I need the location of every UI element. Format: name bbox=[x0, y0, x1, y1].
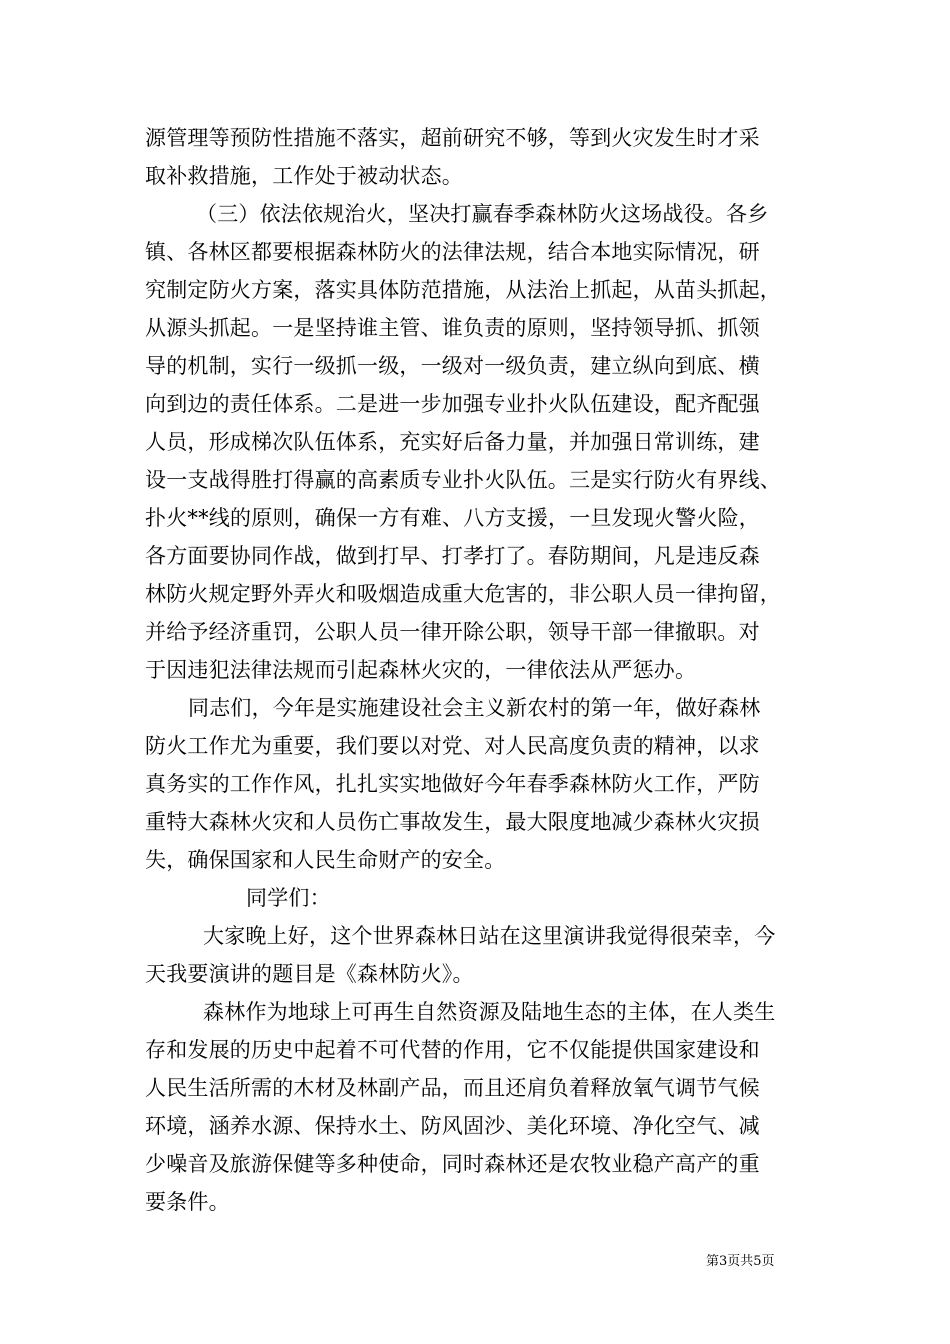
body-text-line: 扑火**线的原则，确保一方有难、八方支援，一旦发现火警火险， bbox=[145, 506, 760, 530]
body-text-line: 人员，形成梯次队伍体系，充实好后备力量，并加强日常训练，建 bbox=[145, 430, 760, 454]
body-text-line: 失，确保国家和人民生命财产的安全。 bbox=[145, 848, 506, 872]
body-text-line: 向到边的责任体系。二是进一步加强专业扑火队伍建设，配齐配强 bbox=[145, 392, 760, 416]
paragraph-start-line: 森林作为地球上可再生自然资源及陆地生态的主体，在人类生 bbox=[203, 1000, 776, 1024]
page-number-footer: 第3页共5页 bbox=[706, 1254, 775, 1269]
body-text-line: 究制定防火方案，落实具体防范措施，从法治上抓起，从苗头抓起， bbox=[145, 278, 781, 302]
body-text-line: 人民生活所需的木材及林副产品，而且还肩负着释放氧气调节气候 bbox=[145, 1076, 760, 1100]
paragraph-start-line: 同志们，今年是实施建设社会主义新农村的第一年，做好森林 bbox=[188, 696, 761, 720]
body-text-line: 镇、各林区都要根据森林防火的法律法规，结合本地实际情况，研 bbox=[145, 240, 760, 264]
body-text-line: 源管理等预防性措施不落实，超前研究不够，等到火灾发生时才采 bbox=[145, 126, 760, 150]
body-text-line: 环境，涵养水源、保持水土、防风固沙、美化环境、净化空气、减 bbox=[145, 1114, 760, 1138]
section-heading-line: （三）依法依规治火，坚决打赢春季森林防火这场战役。各乡 bbox=[196, 202, 769, 226]
body-text-line: 存和发展的历史中起着不可代替的作用，它不仅能提供国家建设和 bbox=[145, 1038, 760, 1062]
body-text-line: 防火工作尤为重要，我们要以对党、对人民高度负责的精神，以求 bbox=[145, 734, 760, 758]
body-text-line: 天我要演讲的题目是《森林防火》。 bbox=[145, 962, 474, 986]
body-text-line: 各方面要协同作战，做到打早、打孝打了。春防期间，凡是违反森 bbox=[145, 544, 760, 568]
body-text-line: 取补救措施，工作处于被动状态。 bbox=[145, 164, 463, 188]
body-text-line: 林防火规定野外弄火和吸烟造成重大危害的，非公职人员一律拘留， bbox=[145, 582, 781, 606]
body-text-line: 重特大森林火灾和人员伤亡事故发生，最大限度地减少森林火灾损 bbox=[145, 810, 760, 834]
body-text-line: 于因违犯法律法规而引起森林火灾的，一律依法从严惩办。 bbox=[145, 658, 697, 682]
body-text-line: 设一支战得胜打得赢的高素质专业扑火队伍。三是实行防火有界线、 bbox=[145, 468, 781, 492]
body-text-line: 要条件。 bbox=[145, 1190, 230, 1214]
body-text-line: 从源头抓起。一是坚持谁主管、谁负责的原则，坚持领导抓、抓领 bbox=[145, 316, 760, 340]
body-text-line: 导的机制，实行一级抓一级，一级对一级负责，建立纵向到底、横 bbox=[145, 354, 760, 378]
body-text-line: 少噪音及旅游保健等多种使命，同时森林还是农牧业稳产高产的重 bbox=[145, 1152, 760, 1176]
paragraph-start-line: 大家晚上好，这个世界森林日站在这里演讲我觉得很荣幸，今 bbox=[203, 924, 776, 948]
salutation-line: 同学们： bbox=[246, 886, 331, 910]
body-text-line: 真务实的工作作风，扎扎实实地做好今年春季森林防火工作，严防 bbox=[145, 772, 760, 796]
body-text-line: 并给予经济重罚，公职人员一律开除公职，领导干部一律撤职。对 bbox=[145, 620, 760, 644]
